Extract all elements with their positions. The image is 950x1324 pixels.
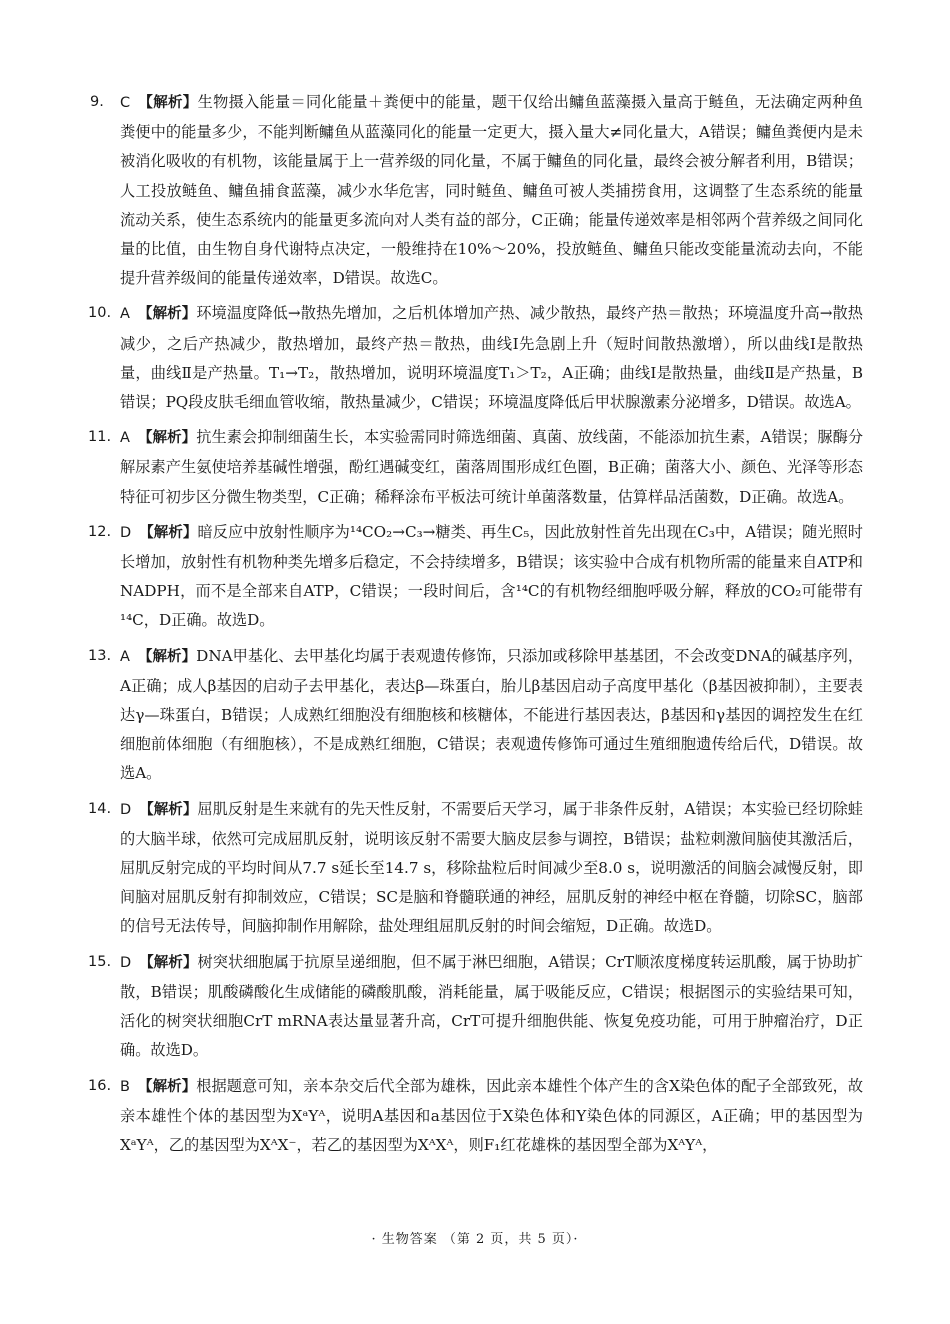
analysis-text: 根据题意可知，亲本杂交后代全部为雄株，因此亲本雄性个体产生的含X染色体的配子全部致死，故亲本雄性个体的基因型为XᵃYᴬ，说明A基因和a基因位于X染色体和Y染色体的同源区，A正确；甲的基因型为XᵃYᴬ，乙的基因型为XᴬX⁻，若乙的基因型为XᴬXᴬ，则F₁红花雄株的基因型全部为XᴬYᴬ， <box>120 1076 864 1154</box>
answer-item-15 <box>88 948 863 1066</box>
analysis-text: 树突状细胞属于抗原呈递细胞，但不属于淋巴细胞，A错误；CrT顺浓度梯度转运肌酸，属于协助扩散，B错误；肌酸磷酸化生成储能的磷酸肌酸，消耗能量，属于吸能反应，C错误；根据图示的实验结果可知，活化的树突状细胞CrT mRNA表达量显著升高，CrT可提升细胞供能、恢复免疫功能，可用于肿瘤治疗，D正确。故选D。 <box>120 952 863 1060</box>
question-number: 14. <box>88 800 112 817</box>
answer-item-16 <box>88 1072 863 1161</box>
analysis-tag: 【解析】 <box>139 801 198 818</box>
question-number: 9. <box>90 94 104 110</box>
question-number: 15. <box>88 953 112 970</box>
answer-item-9 <box>88 88 863 293</box>
answer-item-14 <box>88 795 863 942</box>
answer-letter: D <box>120 801 132 818</box>
answer-list <box>88 88 863 1166</box>
answer-letter: D <box>120 524 132 541</box>
analysis-tag: 【解析】 <box>139 524 198 541</box>
analysis-tag: 【解析】 <box>137 430 197 447</box>
answer-letter: A <box>120 306 130 323</box>
answer-letter: D <box>120 954 132 971</box>
question-number: 11. <box>88 429 112 446</box>
analysis-text: 抗生素会抑制细菌生长，本实验需同时筛选细菌、真菌、放线菌，不能添加抗生素，A错误；脲酶分解尿素产生氨使培养基碱性增强，酚红遇碱变红，菌落周围形成红色圈，B正确；菌落大小、颜色、光泽等形态特征可初步区分微生物类型，C正确；稀释涂布平板法可统计单菌落数量，估算样品活菌数，D正确。故选A。 <box>120 428 864 506</box>
answer-item-10 <box>88 299 863 417</box>
analysis-tag: 【解析】 <box>137 1078 197 1095</box>
analysis-text: 屈肌反射是生来就有的先天性反射，不需要后天学习，属于非条件反射，A错误；本实验已经切除蛙的大脑半球，依然可完成屈肌反射，说明该反射不需要大脑皮层参与调控，B错误；盐粒刺激间脑使其激活后，屈肌反射完成的平均时间从7.7 s延长至14.7 s，移除盐粒后时间减少至8.0 s，说明激活的间脑会减慢反射，即间脑对屈肌反射有抑制效应，C错误；SC是脑和脊髓联通的神经，屈肌反射的神经中枢在脊髓，切除SC，脑部的信号无法传导，间脑抑制作用解除，盐处理组屈肌反射的时间会缩短，D正确。故选D。 <box>120 799 863 936</box>
analysis-tag: 【解析】 <box>139 954 198 971</box>
question-number: 10. <box>88 305 112 322</box>
answer-letter: A <box>120 648 130 665</box>
answer-item-13 <box>88 642 863 789</box>
question-number: 16. <box>88 1077 112 1094</box>
analysis-tag: 【解析】 <box>138 95 198 111</box>
page-footer: · 生物答案 （第 2 页，共 5 页）· <box>371 1232 579 1247</box>
answer-item-12 <box>88 518 863 636</box>
answer-letter: A <box>120 430 130 447</box>
analysis-tag: 【解析】 <box>137 306 197 323</box>
analysis-tag: 【解析】 <box>137 648 197 665</box>
analysis-text: 生物摄入能量＝同化能量＋粪便中的能量，题干仅给出鳙鱼蓝藻摄入量高于鲢鱼，无法确定两种鱼粪便中的能量多少，不能判断鳙鱼从蓝藻同化的能量一定更大，摄入量大≠同化量大，A错误；鳙鱼粪便内是未被消化吸收的有机物，该能量属于上一营养级的同化量，不属于鳙鱼的同化量，最终会被分解者利用，B错误；人工投放鲢鱼、鳙鱼捕食蓝藻，减少水华危害，同时鲢鱼、鳙鱼可被人类捕捞食用，这调整了生态系统的能量流动关系，使生态系统内的能量更多流向对人类有益的部分，C正确；能量传递效率是相邻两个营养级之间同化量的比值，由生物自身代谢特点决定，一般维持在10%～20%，投放鲢鱼、鳙鱼只能改变能量流动去向，不能提升营养级间的能量传递效率，D错误。故选C。 <box>120 93 864 288</box>
answer-letter: B <box>120 1078 130 1095</box>
analysis-text: 环境温度降低→散热先增加，之后机体增加产热、减少散热，最终产热＝散热；环境温度升高→散热减少，之后产热减少，散热增加，最终产热＝散热，曲线Ⅰ先急剧上升（短时间散热激增），所以曲线Ⅰ是散热量，曲线Ⅱ是产热量。T₁→T₂，散热增加，说明环境温度T₁＞T₂，A正确；曲线Ⅰ是散热量，曲线Ⅱ是产热量，B错误；PQ段皮肤毛细血管收缩，散热量减少，C错误；环境温度降低后甲状腺激素分泌增多，D错误。故选A。 <box>120 304 863 412</box>
question-number: 13. <box>88 647 112 664</box>
analysis-text: DNA甲基化、去甲基化均属于表观遗传修饰，只添加或移除甲基基团，不会改变DNA的碱基序列，A正确；成人β基因的启动子去甲基化，表达β—珠蛋白，胎儿β基因启动子高度甲基化（β基因被抑制），主要表达γ—珠蛋白，B错误；人成熟红细胞没有细胞核和核糖体，不能进行基因表达，β基因和γ基因的调控发生在红细胞前体细胞（有细胞核），不是成熟红细胞，C错误；表观遗传修饰可通过生殖细胞遗传给后代，D错误。故选A。 <box>120 646 864 783</box>
analysis-text: 暗反应中放射性顺序为¹⁴CO₂→C₃→糖类、再生C₅，因此放射性首先出现在C₃中，A错误；随光照时长增加，放射性有机物种类先增多后稳定，不会持续增多，B错误；该实验中合成有机物所需的能量来自ATP和NADPH，而不是全部来自ATP，C错误；一段时间后，含¹⁴C的有机物经细胞呼吸分解，释放的CO₂可能带有¹⁴C，D正确。故选D。 <box>120 522 863 630</box>
answer-letter: C <box>120 95 131 111</box>
answer-item-11 <box>88 423 863 512</box>
question-number: 12. <box>88 523 112 540</box>
